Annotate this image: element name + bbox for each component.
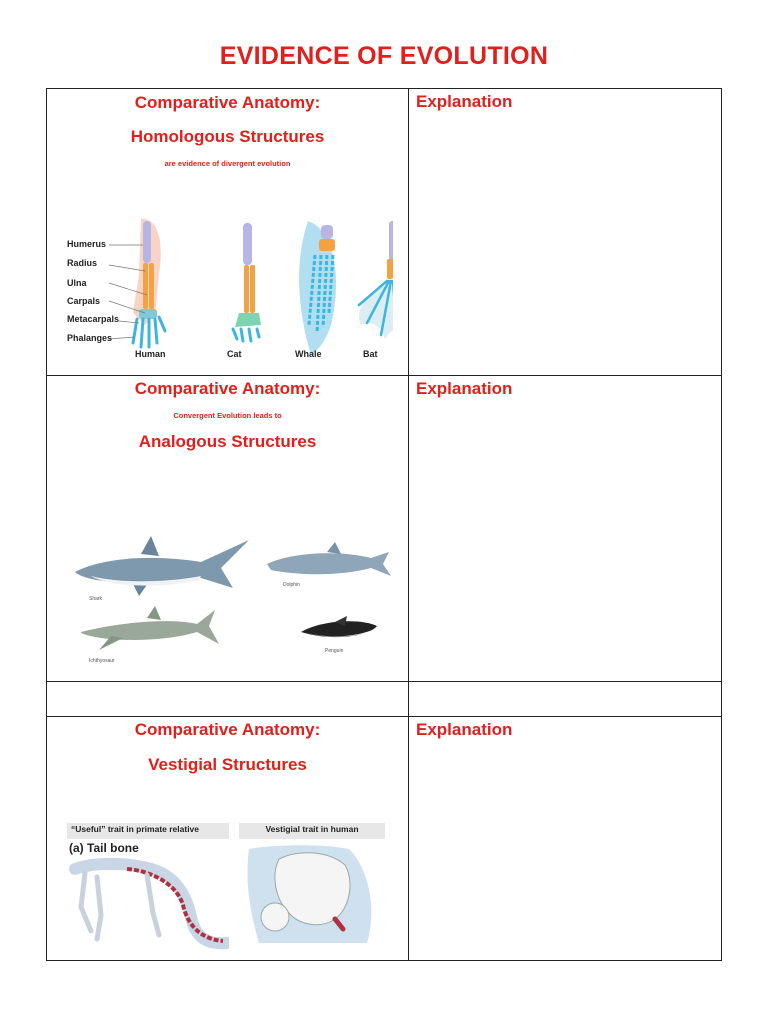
limb-bones-illustration — [63, 215, 393, 365]
row3-subheading: Vestigial Structures — [148, 755, 307, 774]
empty-cell-left — [47, 682, 409, 717]
homologous-cell — [47, 89, 409, 376]
homologous-explanation-cell — [409, 89, 722, 376]
label-ulna: Ulna — [67, 278, 87, 288]
label-whale: Whale — [295, 349, 322, 359]
empty-cell-right — [409, 682, 722, 717]
row1-heading: Comparative Anatomy: — [134, 93, 321, 112]
label-cat: Cat — [227, 349, 242, 359]
row2-note: Convergent Evolution leads to — [173, 411, 282, 420]
table-row-homologous — [47, 89, 722, 376]
analogous-figure — [71, 536, 401, 676]
page-title: EVIDENCE OF EVOLUTION — [219, 42, 549, 70]
row3-heading: Comparative Anatomy: — [134, 720, 321, 739]
row3-explanation-label: Explanation — [416, 720, 513, 739]
vestigial-figure-left — [67, 823, 229, 949]
row2-explanation-label: Explanation — [416, 379, 513, 398]
vestigial-figure-right — [239, 823, 385, 949]
label-humerus: Humerus — [67, 239, 107, 249]
label-dolphin: Dolphin — [283, 582, 300, 588]
tail-bone-subheader: (a) Tail bone — [69, 841, 139, 855]
label-human: Human — [135, 349, 166, 359]
label-ichthyosaur: Ichthyosaur — [89, 658, 115, 664]
label-carpals: Carpals — [67, 296, 101, 306]
table-row-empty — [47, 682, 722, 717]
vestigial-explanation-cell — [409, 717, 722, 961]
label-phalanges: Phalanges — [67, 333, 113, 343]
evidence-table — [46, 88, 722, 961]
vestigial-cell — [47, 717, 409, 961]
row2-subheading: Analogous Structures — [138, 432, 317, 451]
human-pelvis-illustration — [239, 839, 385, 949]
analogous-explanation-cell — [409, 376, 722, 682]
label-penguin: Penguin — [325, 648, 344, 654]
streamlined-animals-illustration — [71, 536, 401, 676]
label-shark: Shark — [89, 596, 103, 602]
analogous-cell — [47, 376, 409, 682]
row1-explanation-label: Explanation — [416, 92, 513, 111]
row1-subheading: Homologous Structures — [130, 127, 325, 146]
table-row-analogous — [47, 376, 722, 682]
primate-tail-illustration — [67, 857, 229, 951]
row1-note: are evidence of divergent evolution — [164, 159, 291, 168]
homologous-figure — [63, 215, 393, 365]
label-bat: Bat — [363, 349, 378, 359]
primate-tail-header: “Useful” trait in primate relative — [67, 823, 229, 839]
row2-heading: Comparative Anatomy: — [134, 379, 321, 398]
table-row-vestigial — [47, 717, 722, 961]
label-metacarpals: Metacarpals — [67, 314, 120, 324]
label-radius: Radius — [67, 258, 98, 268]
human-vestigial-header: Vestigial trait in human — [239, 823, 385, 839]
